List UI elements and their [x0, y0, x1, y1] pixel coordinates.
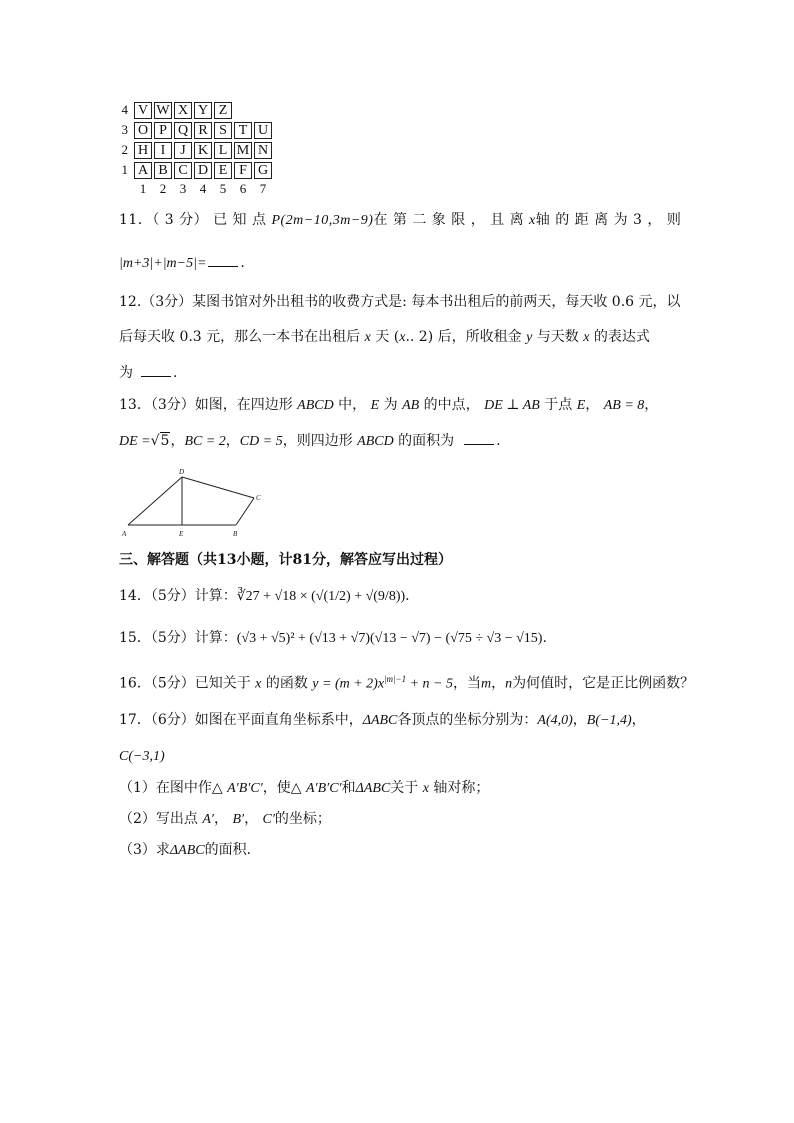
q16-text: ，当	[453, 675, 481, 692]
segment-bc	[236, 498, 254, 525]
q12-text: 为	[119, 365, 133, 381]
q16-text: 为何值时，它是正比例函数？	[512, 675, 695, 692]
grid-letter-cell: L	[214, 142, 232, 159]
q13-text: ，	[644, 397, 659, 413]
q17-triangle: ΔABC	[362, 713, 398, 728]
q13-text: 于点	[539, 397, 577, 413]
q12-x: x	[364, 330, 371, 345]
q15-expr: (√3 + √5)² + (√13 + √7)(√13 − √7) − (√75 ÷ √3 − √15)	[236, 631, 543, 646]
q17-prime-triangle: A′B′C′	[227, 781, 263, 796]
label-c: C	[256, 494, 261, 502]
answer-blank	[208, 253, 238, 267]
question-17-line1	[119, 710, 646, 731]
q13-de-perp-ab: DE ⊥ AB	[484, 398, 540, 413]
grid-letter-cell: N	[254, 142, 272, 159]
question-11-line2	[119, 253, 245, 274]
q17-text: ，	[631, 712, 646, 728]
q16-text: 16．（5分）已知关于	[119, 675, 256, 692]
q14-end: .	[405, 588, 410, 604]
q12-x: x	[399, 330, 406, 345]
q17-text: （1）在图中作△	[119, 780, 228, 796]
q13-text: 的面积为	[393, 433, 455, 449]
q17-point-b: B(−1,4)	[586, 713, 632, 728]
q11-tail: 轴 的 距 离 为 3 ， 则	[535, 212, 682, 228]
grid-letter-cell: Y	[194, 102, 212, 119]
grid-letter-cell: R	[194, 122, 212, 139]
grid-letter-cell: B	[154, 162, 172, 179]
q16-text: ，	[491, 675, 506, 692]
q17-text: ，	[572, 712, 587, 728]
grid-letter-cell: K	[194, 142, 212, 159]
letter-grid	[118, 101, 288, 196]
q16-func: y = (m + 2)x	[312, 676, 385, 692]
grid-letter-cell: J	[174, 142, 192, 159]
q13-end: .	[496, 433, 501, 449]
q13-sqrt5: 5	[160, 433, 170, 449]
grid-letter-cell: P	[154, 122, 172, 139]
q13-abcd: ABCD	[297, 398, 334, 413]
q12-end: .	[173, 365, 178, 381]
grid-letter-cell: T	[234, 122, 252, 139]
q12-text: 后每天收 0.3 元，那么一本书在出租后	[119, 329, 365, 345]
grid-row-number: 2	[121, 142, 128, 157]
q13-text: ，	[585, 397, 604, 413]
q13-ab-value: AB = 8	[603, 398, 645, 413]
grid-letter-cell: W	[154, 102, 172, 119]
q17-prime-triangle: A′B′C′	[305, 781, 342, 796]
grid-column-number: 3	[179, 181, 187, 196]
question-11-line1	[119, 210, 681, 231]
label-b: B	[233, 530, 238, 538]
q13-text: 中，	[333, 397, 371, 413]
q11-mid: 在 第 二 象 限 ， 且 离	[373, 212, 530, 228]
q13-de: DE =	[119, 434, 151, 449]
q13-text: 为	[379, 397, 403, 413]
q12-x: x	[583, 330, 590, 345]
grid-letter-cell: I	[154, 142, 172, 159]
q12-text: 天 (	[370, 329, 400, 345]
q17-b-prime: B′	[232, 812, 245, 827]
grid-letter-cell: Q	[174, 122, 192, 139]
q17-text: 的坐标；	[274, 811, 331, 827]
grid-row-number: 3	[121, 122, 128, 137]
q13-text: ，则四边形	[282, 433, 358, 449]
q15-end: .	[542, 630, 547, 646]
q17-point-c: C(−3,1)	[119, 749, 165, 764]
grid-row-number: 4	[121, 102, 128, 117]
q16-x: x	[255, 676, 262, 692]
segment-cd	[182, 477, 254, 498]
question-13-line1	[119, 395, 658, 416]
grid-letter-cell: V	[134, 102, 152, 119]
q11-x: x	[529, 213, 536, 228]
q11-head: 11．（ 3 分） 已 知 点	[119, 212, 272, 228]
question-17-line2	[119, 746, 165, 767]
q13-bc: BC = 2	[184, 434, 226, 449]
grid-row-number: 1	[121, 162, 128, 177]
q17-triangle: ΔABC	[355, 781, 391, 796]
question-12-line2	[119, 327, 650, 348]
grid-letter-cell: S	[214, 122, 232, 139]
grid-letter-cell: Z	[214, 102, 232, 119]
q13-e: E	[370, 398, 380, 413]
q17-triangle: ΔABC	[169, 843, 205, 858]
answer-blank	[464, 431, 494, 445]
q13-text: 13．（3分）如图，在四边形	[119, 397, 298, 413]
question-12-line3	[119, 363, 177, 383]
q17-text: （2）写出点	[119, 811, 203, 827]
grid-column-number: 4	[199, 181, 207, 196]
grid-letter-cell: O	[134, 122, 152, 139]
question-17-part1	[119, 778, 489, 799]
section-heading: 三、解答题（共13小题，计81分，解答应写出过程）	[119, 552, 452, 568]
q14-expr: ∛27 + √18 × (√(1/2) + √(9/8))	[236, 589, 406, 604]
grid-letter-cell: H	[134, 142, 152, 159]
q14-head: 14．（5分）计算：	[119, 588, 237, 604]
quadrilateral-figure	[118, 465, 268, 540]
grid-letter-cell: G	[254, 162, 272, 179]
q17-text: ，	[244, 811, 263, 827]
q16-func-tail: + n − 5	[406, 676, 453, 692]
q17-x: x	[422, 781, 429, 796]
q17-text: ，使△	[262, 780, 306, 796]
grid-letter-cell: F	[234, 162, 252, 179]
question-14	[119, 586, 410, 607]
grid-letter-cell: C	[174, 162, 192, 179]
q17-text: ，	[213, 811, 233, 827]
question-13-line2: DE =√5，BC = 2，CD = 5，则四边形 ABCD 的面积为 .	[119, 433, 501, 449]
grid-column-number: 5	[219, 181, 227, 196]
question-12-line1	[119, 292, 681, 312]
q13-text: 的中点，	[419, 397, 485, 413]
label-e: E	[179, 530, 184, 538]
grid-letter-cell: A	[134, 162, 152, 179]
q16-m: m	[481, 676, 492, 692]
grid-column-number: 6	[239, 181, 247, 196]
q16-exponent: |m|−1	[384, 674, 407, 684]
q12-geq: ..	[405, 329, 415, 345]
grid-column-number: 2	[159, 181, 167, 196]
q12-y: y	[526, 330, 533, 345]
q11-end: .	[240, 255, 245, 271]
q17-text: （3）求	[119, 842, 170, 858]
q17-c-prime: C′	[262, 812, 275, 827]
question-16	[119, 669, 694, 695]
q12-line1: 12.（3分）某图书馆对外出租书的收费方式是: 每本书出租后的前两天，每天收 0.6 元，以	[119, 294, 681, 310]
q13-cd: CD = 5	[239, 434, 283, 449]
answer-blank	[141, 363, 171, 377]
question-17-part2	[119, 809, 331, 830]
q17-point-a: A(4,0)	[537, 713, 573, 728]
q13-text: ，	[225, 433, 240, 449]
q17-text: 关于	[390, 780, 423, 796]
q13-abcd: ABCD	[357, 434, 394, 449]
label-d: D	[179, 468, 185, 476]
q12-text: 与天数	[532, 329, 584, 345]
q12-text: 的表达式	[589, 329, 650, 345]
q13-e: E	[576, 398, 586, 413]
q17-text: 17．（6分）如图在平面直角坐标系中，	[119, 712, 363, 728]
question-17-part3	[119, 840, 251, 861]
grid-letter-cell: D	[194, 162, 212, 179]
q17-a-prime: A′	[202, 812, 214, 827]
grid-column-number: 1	[139, 181, 147, 196]
q17-text: 和	[341, 780, 356, 796]
grid-column-number: 7	[259, 181, 267, 196]
q16-text: 的函数	[261, 675, 313, 692]
q17-text: 轴对称；	[428, 780, 490, 796]
label-a: A	[122, 530, 127, 538]
q15-head: 15．（5分）计算：	[119, 630, 237, 646]
q11-expr: |m+3|+|m−5|=	[119, 256, 207, 271]
q13-ab: AB	[402, 398, 420, 413]
segment-da	[128, 477, 182, 525]
q17-text: 各顶点的坐标分别为：	[397, 712, 538, 728]
q13-text: ，	[170, 433, 185, 449]
grid-letter-cell: E	[214, 162, 232, 179]
q16-n: n	[505, 676, 513, 692]
q17-text: 的面积.	[204, 842, 252, 858]
grid-letter-cell: M	[234, 142, 252, 159]
question-15	[119, 628, 547, 649]
grid-letter-cell: X	[174, 102, 192, 119]
grid-letter-cell: U	[254, 122, 272, 139]
q12-text: 2) 后，所收租金	[414, 329, 527, 345]
q11-point: P(2m−10,3m−9)	[271, 213, 374, 228]
